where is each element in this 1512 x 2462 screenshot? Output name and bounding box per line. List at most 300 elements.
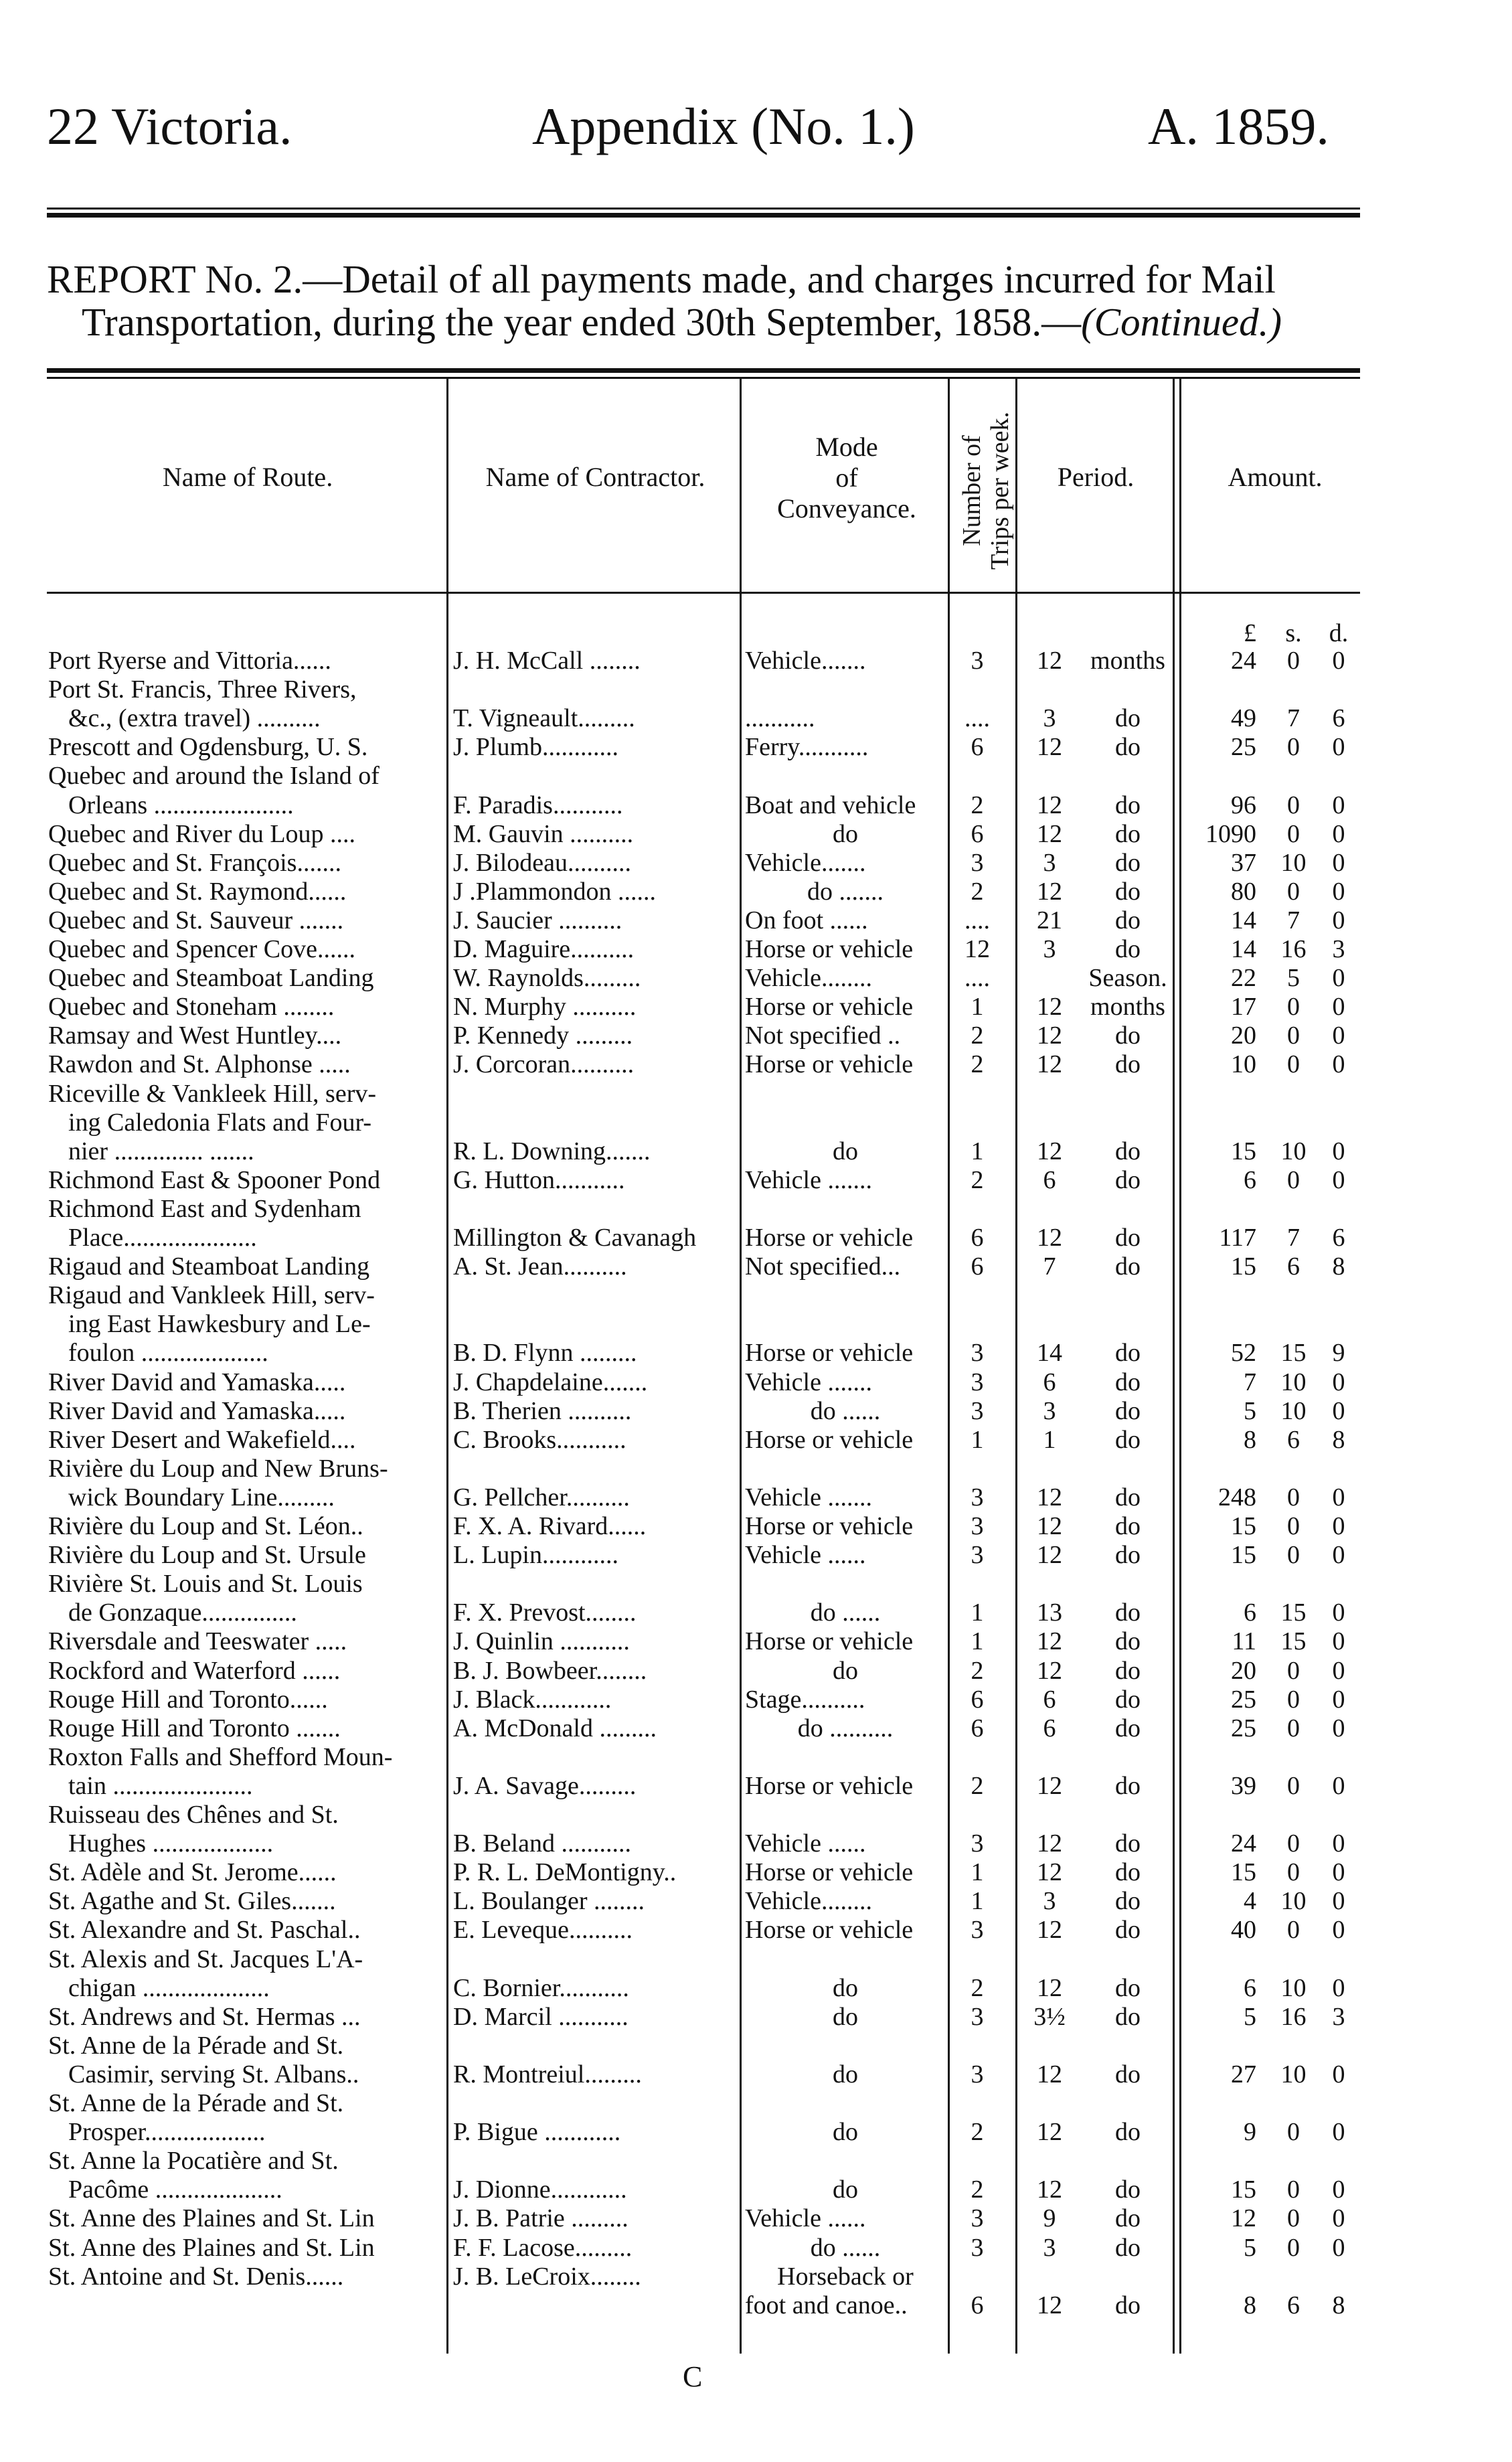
- column-header-trips: [956, 390, 1016, 591]
- conveyance-mode: Horse or vehicle: [745, 1858, 914, 1887]
- period-unit: do: [1115, 1339, 1141, 1368]
- trips-per-week: 3: [971, 2002, 984, 2031]
- conveyance-mode: do: [833, 1973, 858, 2002]
- route-name: Rockford and Waterford ......: [48, 1656, 341, 1685]
- amount-shillings: 0: [1287, 993, 1300, 1021]
- route-name: wick Boundary Line.........: [68, 1483, 335, 1511]
- conveyance-mode: do: [833, 2176, 858, 2204]
- contractor-name: L. Boulanger ........: [453, 1887, 645, 1916]
- amount-pounds: 117: [1219, 1224, 1256, 1252]
- period-number: 9: [1043, 2204, 1056, 2233]
- trips-per-week: 3: [971, 1829, 984, 1858]
- period-unit: do: [1115, 1224, 1141, 1252]
- conveyance-mode: Horse or vehicle: [745, 1627, 914, 1656]
- route-name: Quebec and River du Loup ....: [48, 819, 356, 848]
- conveyance-mode: On foot ......: [745, 906, 868, 934]
- route-name: Prescott and Ogdensburg, U. S.: [48, 733, 368, 762]
- contractor-name: J. Dionne............: [453, 2176, 627, 2204]
- trips-per-week: 3: [971, 1396, 984, 1425]
- period-number: 3: [1043, 848, 1056, 877]
- trips-per-week: 3: [971, 1512, 984, 1540]
- period-number: 12: [1037, 993, 1062, 1021]
- amount-pounds: 25: [1231, 733, 1256, 762]
- running-header-session: 22 Victoria.: [47, 97, 292, 155]
- amount-pence: 8: [1332, 2291, 1345, 2319]
- header-rule-thick: [47, 213, 1360, 218]
- route-name: Port St. Francis, Three Rivers,: [48, 675, 357, 704]
- amount-pounds: 15: [1231, 2176, 1256, 2204]
- route-name: Riceville & Vankleek Hill, serv-: [48, 1079, 377, 1108]
- amount-pence: 0: [1332, 1541, 1345, 1570]
- amount-shillings: 10: [1280, 1368, 1307, 1396]
- amount-pounds: 24: [1231, 1829, 1256, 1858]
- contractor-name: E. Leveque..........: [453, 1916, 633, 1945]
- amount-pence: 3: [1332, 2002, 1345, 2031]
- period-number: 12: [1037, 1829, 1062, 1858]
- trips-per-week: 1: [971, 1858, 984, 1887]
- period-unit: months: [1090, 993, 1165, 1021]
- amount-shillings: 0: [1287, 1771, 1300, 1800]
- period-unit: do: [1115, 1973, 1141, 2002]
- route-name: Place.....................: [68, 1224, 257, 1252]
- trips-per-week: 6: [971, 1685, 984, 1714]
- trips-per-week: 1: [971, 1627, 984, 1656]
- table-top-rule-thick: [47, 368, 1360, 373]
- period-number: 12: [1037, 2060, 1062, 2088]
- contractor-name: Millington & Cavanagh: [453, 1224, 697, 1252]
- amount-shillings: 0: [1287, 791, 1300, 819]
- column-divider-period-1: [1173, 379, 1175, 2354]
- period-unit: do: [1115, 1396, 1141, 1425]
- amount-pence: 0: [1332, 1858, 1345, 1887]
- amount-pence: 0: [1332, 1512, 1345, 1540]
- column-header-contractor: Name of Contractor.: [485, 462, 705, 492]
- trips-per-week: ....: [964, 704, 990, 733]
- conveyance-mode: Ferry...........: [745, 733, 869, 762]
- amount-pence: 0: [1332, 964, 1345, 993]
- trips-per-week: 6: [971, 1714, 984, 1742]
- route-name: Rivière du Loup and St. Léon..: [48, 1512, 363, 1540]
- trips-per-week: 3: [971, 848, 984, 877]
- route-name: Quebec and Stoneham ........: [48, 993, 335, 1021]
- trips-per-week: 12: [964, 935, 990, 963]
- route-name: Rigaud and Steamboat Landing: [48, 1252, 370, 1281]
- route-name: Rigaud and Vankleek Hill, serv-: [48, 1281, 375, 1310]
- period-unit: do: [1115, 1165, 1141, 1194]
- contractor-name: A. St. Jean..........: [453, 1252, 627, 1281]
- trips-per-week: 6: [971, 2291, 984, 2319]
- amount-pence: 0: [1332, 2176, 1345, 2204]
- trips-per-week: 3: [971, 1541, 984, 1570]
- amount-pounds: 6: [1244, 1165, 1256, 1194]
- period-unit: do: [1115, 1656, 1141, 1685]
- route-name: Rawdon and St. Alphonse .....: [48, 1050, 351, 1079]
- period-number: 12: [1037, 1858, 1062, 1887]
- report-title-continued: (Continued.): [1081, 300, 1282, 344]
- contractor-name: J .Plammondon ......: [453, 877, 656, 906]
- amount-shillings: 0: [1287, 1512, 1300, 1540]
- period-unit: do: [1115, 1425, 1141, 1454]
- amount-pence: 0: [1332, 1050, 1345, 1079]
- contractor-name: J. Corcoran..........: [453, 1050, 635, 1079]
- amount-shillings: 10: [1280, 1887, 1307, 1916]
- conveyance-mode: Horse or vehicle: [745, 1916, 914, 1945]
- conveyance-mode: do: [833, 2060, 858, 2088]
- period-unit: do: [1115, 1771, 1141, 1800]
- amount-pence: 0: [1332, 1598, 1345, 1627]
- period-number: 12: [1037, 877, 1062, 906]
- trips-per-week: 3: [971, 1368, 984, 1396]
- column-header-period: Period.: [1057, 462, 1135, 492]
- contractor-name: B. D. Flynn .........: [453, 1339, 637, 1368]
- period-unit: do: [1115, 1829, 1141, 1858]
- amount-shillings: 7: [1287, 704, 1300, 733]
- amount-shillings: 0: [1287, 2204, 1300, 2233]
- route-name: St. Anne des Plaines and St. Lin: [48, 2204, 375, 2233]
- route-name: Orleans ......................: [68, 791, 294, 819]
- contractor-name: J. A. Savage.........: [453, 1771, 637, 1800]
- amount-shillings: 0: [1287, 1541, 1300, 1570]
- amount-pounds: 15: [1231, 1512, 1256, 1540]
- contractor-name: J. Bilodeau..........: [453, 848, 631, 877]
- currency-pounds-label: £: [1244, 619, 1256, 647]
- amount-pence: 0: [1332, 819, 1345, 848]
- amount-pounds: 25: [1231, 1714, 1256, 1742]
- conveyance-mode: do ......: [810, 1396, 881, 1425]
- amount-pence: 0: [1332, 1685, 1345, 1714]
- amount-pounds: 39: [1231, 1771, 1256, 1800]
- amount-shillings: 0: [1287, 1916, 1300, 1945]
- period-number: 12: [1037, 1483, 1062, 1511]
- amount-shillings: 7: [1287, 906, 1300, 934]
- conveyance-mode: Vehicle ......: [745, 1541, 866, 1570]
- route-name: Port Ryerse and Vittoria......: [48, 647, 331, 675]
- contractor-name: J. B. Patrie .........: [453, 2204, 628, 2233]
- report-title-line-1: REPORT No. 2.—Detail of all payments made, and charges incurred for Mail: [47, 257, 1276, 301]
- contractor-name: B. J. Bowbeer........: [453, 1656, 647, 1685]
- trips-per-week: ....: [964, 906, 990, 934]
- trips-per-week: 1: [971, 1425, 984, 1454]
- amount-shillings: 0: [1287, 819, 1300, 848]
- amount-shillings: 0: [1287, 1714, 1300, 1742]
- amount-pounds: 5: [1244, 1396, 1256, 1425]
- amount-pence: 0: [1332, 1771, 1345, 1800]
- amount-pence: 0: [1332, 1916, 1345, 1945]
- amount-pence: 6: [1332, 704, 1345, 733]
- trips-per-week: 1: [971, 1598, 984, 1627]
- amount-shillings: 15: [1280, 1598, 1307, 1627]
- route-name: de Gonzaque...............: [68, 1598, 297, 1627]
- period-unit: do: [1115, 1512, 1141, 1540]
- amount-shillings: 16: [1280, 2002, 1307, 2031]
- route-name: River Desert and Wakefield....: [48, 1425, 356, 1454]
- trips-per-week: 2: [971, 877, 984, 906]
- contractor-name: J. Chapdelaine.......: [453, 1368, 648, 1396]
- route-name: foulon ....................: [68, 1339, 268, 1368]
- amount-shillings: 0: [1287, 1021, 1300, 1050]
- amount-pence: 0: [1332, 2204, 1345, 2233]
- amount-pounds: 96: [1231, 791, 1256, 819]
- amount-shillings: 7: [1287, 1224, 1300, 1252]
- amount-shillings: 0: [1287, 1483, 1300, 1511]
- period-number: 12: [1037, 819, 1062, 848]
- column-header-trips-line-1: Number of: [958, 435, 986, 546]
- trips-per-week: 2: [971, 1771, 984, 1800]
- amount-pounds: 11: [1232, 1627, 1256, 1656]
- amount-pounds: 24: [1231, 647, 1256, 675]
- amount-shillings: 0: [1287, 2233, 1300, 2262]
- period-unit: do: [1115, 2176, 1141, 2204]
- trips-per-week: 3: [971, 2233, 984, 2262]
- contractor-name: D. Maguire..........: [453, 935, 635, 963]
- amount-pounds: 6: [1244, 1973, 1256, 2002]
- amount-shillings: 0: [1287, 1165, 1300, 1194]
- route-name: Richmond East & Spooner Pond: [48, 1165, 381, 1194]
- route-name: Hughes ...................: [68, 1829, 274, 1858]
- route-name: Ramsay and West Huntley....: [48, 1021, 342, 1050]
- amount-shillings: 0: [1287, 877, 1300, 906]
- amount-pounds: 7: [1244, 1368, 1256, 1396]
- amount-shillings: 16: [1280, 935, 1307, 963]
- amount-pounds: 80: [1231, 877, 1256, 906]
- amount-pence: 0: [1332, 1887, 1345, 1916]
- trips-per-week: 2: [971, 2176, 984, 2204]
- period-number: 6: [1043, 1714, 1056, 1742]
- amount-pence: 0: [1332, 1973, 1345, 2002]
- header-rule-thin: [47, 208, 1360, 210]
- amount-shillings: 0: [1287, 1656, 1300, 1685]
- period-unit: do: [1115, 1483, 1141, 1511]
- period-number: 3: [1043, 2233, 1056, 2262]
- period-unit: do: [1115, 1714, 1141, 1742]
- amount-pounds: 37: [1231, 848, 1256, 877]
- period-number: 14: [1037, 1339, 1062, 1368]
- trips-per-week: 2: [971, 1021, 984, 1050]
- conveyance-mode: do ......: [810, 1598, 881, 1627]
- amount-shillings: 0: [1287, 647, 1300, 675]
- contractor-name: J. Black............: [453, 1685, 612, 1714]
- period-unit: do: [1115, 2060, 1141, 2088]
- amount-pence: 0: [1332, 848, 1345, 877]
- period-number: 12: [1037, 1656, 1062, 1685]
- column-header-mode: [743, 432, 950, 524]
- amount-shillings: 0: [1287, 733, 1300, 762]
- amount-pence: 0: [1332, 2233, 1345, 2262]
- amount-pounds: 12: [1231, 2204, 1256, 2233]
- period-unit: do: [1115, 906, 1141, 934]
- amount-pence: 0: [1332, 1829, 1345, 1858]
- period-number: 1: [1043, 1425, 1056, 1454]
- period-unit: Season.: [1088, 964, 1167, 993]
- conveyance-mode: do: [833, 1137, 858, 1165]
- route-name: River David and Yamaska.....: [48, 1396, 346, 1425]
- contractor-name: W. Raynolds.........: [453, 964, 641, 993]
- period-unit: do: [1115, 935, 1141, 963]
- amount-shillings: 10: [1280, 2060, 1307, 2088]
- conveyance-mode: Vehicle .......: [745, 1483, 872, 1511]
- conveyance-mode: foot and canoe..: [745, 2291, 908, 2319]
- column-header-route: Name of Route.: [162, 462, 333, 492]
- period-number: 12: [1037, 1916, 1062, 1945]
- contractor-name: M. Gauvin ..........: [453, 819, 634, 848]
- period-unit: do: [1115, 1887, 1141, 1916]
- period-unit: do: [1115, 1541, 1141, 1570]
- amount-pounds: 15: [1231, 1137, 1256, 1165]
- period-number: 3: [1043, 704, 1056, 733]
- conveyance-mode: do: [833, 1656, 858, 1685]
- amount-pence: 0: [1332, 1656, 1345, 1685]
- amount-shillings: 10: [1280, 1973, 1307, 2002]
- contractor-name: C. Bornier...........: [453, 1973, 629, 2002]
- conveyance-mode: Vehicle.......: [745, 848, 866, 877]
- trips-per-week: 2: [971, 1165, 984, 1194]
- report-title-line-2-text: Transportation, during the year ended 30th September, 1858.—: [82, 300, 1082, 344]
- route-name: Quebec and St. Sauveur .......: [48, 906, 344, 934]
- amount-pounds: 15: [1231, 1252, 1256, 1281]
- period-unit: do: [1115, 733, 1141, 762]
- conveyance-mode: Boat and vehicle: [745, 791, 916, 819]
- column-divider-trips: [1015, 379, 1017, 2354]
- amount-pence: 0: [1332, 1714, 1345, 1742]
- period-number: 12: [1037, 1512, 1062, 1540]
- amount-pence: 0: [1332, 877, 1345, 906]
- period-number: 13: [1037, 1598, 1062, 1627]
- period-unit: do: [1115, 1252, 1141, 1281]
- period-unit: do: [1115, 2118, 1141, 2147]
- contractor-name: C. Brooks...........: [453, 1425, 626, 1454]
- conveyance-mode: Horse or vehicle: [745, 935, 914, 963]
- amount-pounds: 20: [1231, 1656, 1256, 1685]
- route-name: tain ......................: [68, 1771, 253, 1800]
- contractor-name: F. Paradis...........: [453, 791, 623, 819]
- route-name: Prosper...................: [68, 2118, 266, 2147]
- route-name: ing East Hawkesbury and Le-: [68, 1310, 371, 1339]
- period-number: 12: [1037, 1050, 1062, 1079]
- period-number: 7: [1043, 1252, 1056, 1281]
- conveyance-mode: Vehicle.......: [745, 647, 866, 675]
- amount-pence: 0: [1332, 1137, 1345, 1165]
- period-unit: do: [1115, 1137, 1141, 1165]
- amount-pence: 0: [1332, 1368, 1345, 1396]
- contractor-name: N. Murphy ..........: [453, 993, 637, 1021]
- route-name: Riversdale and Teeswater .....: [48, 1627, 347, 1656]
- column-header-trips-line-2: Trips per week.: [986, 411, 1014, 570]
- header-bottom-rule: [47, 592, 1360, 594]
- period-number: 12: [1037, 1771, 1062, 1800]
- contractor-name: R. Montreiul.........: [453, 2060, 642, 2088]
- trips-per-week: 2: [971, 1656, 984, 1685]
- amount-pence: 0: [1332, 647, 1345, 675]
- trips-per-week: 3: [971, 1339, 984, 1368]
- period-number: 12: [1037, 647, 1062, 675]
- period-number: 12: [1037, 1021, 1062, 1050]
- conveyance-mode: Horse or vehicle: [745, 1050, 914, 1079]
- amount-shillings: 0: [1287, 2176, 1300, 2204]
- trips-per-week: 1: [971, 993, 984, 1021]
- route-name: Pacôme ....................: [68, 2176, 282, 2204]
- amount-shillings: 6: [1287, 1252, 1300, 1281]
- period-unit: do: [1115, 2291, 1141, 2319]
- contractor-name: G. Hutton...........: [453, 1165, 625, 1194]
- amount-pounds: 4: [1244, 1887, 1256, 1916]
- period-unit: do: [1115, 1368, 1141, 1396]
- amount-pence: 0: [1332, 1396, 1345, 1425]
- route-name: St. Antoine and St. Denis......: [48, 2262, 344, 2291]
- currency-pence-label: d.: [1329, 619, 1349, 647]
- amount-pounds: 6: [1244, 1598, 1256, 1627]
- amount-shillings: 0: [1287, 1829, 1300, 1858]
- period-unit: do: [1115, 1021, 1141, 1050]
- contractor-name: R. L. Downing.......: [453, 1137, 651, 1165]
- period-unit: do: [1115, 2002, 1141, 2031]
- contractor-name: J. Quinlin ...........: [453, 1627, 630, 1656]
- conveyance-mode: Not specified ..: [745, 1021, 901, 1050]
- amount-pence: 0: [1332, 791, 1345, 819]
- route-name: Rouge Hill and Toronto .......: [48, 1714, 341, 1742]
- route-name: St. Alexandre and St. Paschal..: [48, 1916, 361, 1945]
- report-title-line-2: [47, 301, 1372, 343]
- route-name: Roxton Falls and Shefford Moun-: [48, 1742, 393, 1771]
- route-name: Quebec and St. François.......: [48, 848, 341, 877]
- amount-pounds: 9: [1244, 2118, 1256, 2147]
- period-number: 6: [1043, 1165, 1056, 1194]
- amount-pounds: 25: [1231, 1685, 1256, 1714]
- conveyance-mode: do: [833, 819, 858, 848]
- column-header-amount: Amount.: [1228, 462, 1323, 492]
- period-number: 12: [1037, 2118, 1062, 2147]
- amount-shillings: 10: [1280, 848, 1307, 877]
- trips-per-week: 2: [971, 791, 984, 819]
- signature-mark: C: [683, 2360, 703, 2393]
- route-name: ing Caledonia Flats and Four-: [68, 1108, 372, 1137]
- currency-shillings-label: s.: [1285, 619, 1302, 647]
- period-number: 12: [1037, 1541, 1062, 1570]
- route-name: St. Agathe and St. Giles.......: [48, 1887, 336, 1916]
- amount-pence: 0: [1332, 733, 1345, 762]
- period-number: 6: [1043, 1685, 1056, 1714]
- trips-per-week: 3: [971, 1916, 984, 1945]
- trips-per-week: 6: [971, 1224, 984, 1252]
- period-unit: do: [1115, 2204, 1141, 2233]
- amount-shillings: 6: [1287, 1425, 1300, 1454]
- amount-shillings: 15: [1280, 1339, 1307, 1368]
- running-header-appendix: Appendix (No. 1.): [532, 97, 915, 155]
- period-unit: do: [1115, 1916, 1141, 1945]
- trips-per-week: 3: [971, 2060, 984, 2088]
- route-name: St. Anne la Pocatière and St.: [48, 2147, 339, 2176]
- route-name: Quebec and St. Raymond......: [48, 877, 347, 906]
- column-divider-mode: [948, 379, 950, 2354]
- column-header-trips-label: [958, 412, 1014, 570]
- period-unit: do: [1115, 791, 1141, 819]
- route-name: Ruisseau des Chênes and St.: [48, 1801, 339, 1829]
- contractor-name: G. Pellcher..........: [453, 1483, 630, 1511]
- amount-shillings: 0: [1287, 1858, 1300, 1887]
- amount-pounds: 17: [1231, 993, 1256, 1021]
- column-divider-period-2: [1179, 379, 1181, 2354]
- amount-pounds: 15: [1231, 1858, 1256, 1887]
- running-header-year: A. 1859.: [1148, 97, 1329, 155]
- period-number: 12: [1037, 1627, 1062, 1656]
- route-name: Rivière du Loup and New Bruns-: [48, 1454, 388, 1483]
- amount-pence: 0: [1332, 906, 1345, 934]
- contractor-name: P. Bigue ............: [453, 2118, 621, 2147]
- amount-shillings: 6: [1287, 2291, 1300, 2319]
- amount-pence: 8: [1332, 1425, 1345, 1454]
- column-header-mode-line-3: Conveyance.: [777, 493, 916, 523]
- amount-shillings: 15: [1280, 1627, 1307, 1656]
- amount-pounds: 5: [1244, 2233, 1256, 2262]
